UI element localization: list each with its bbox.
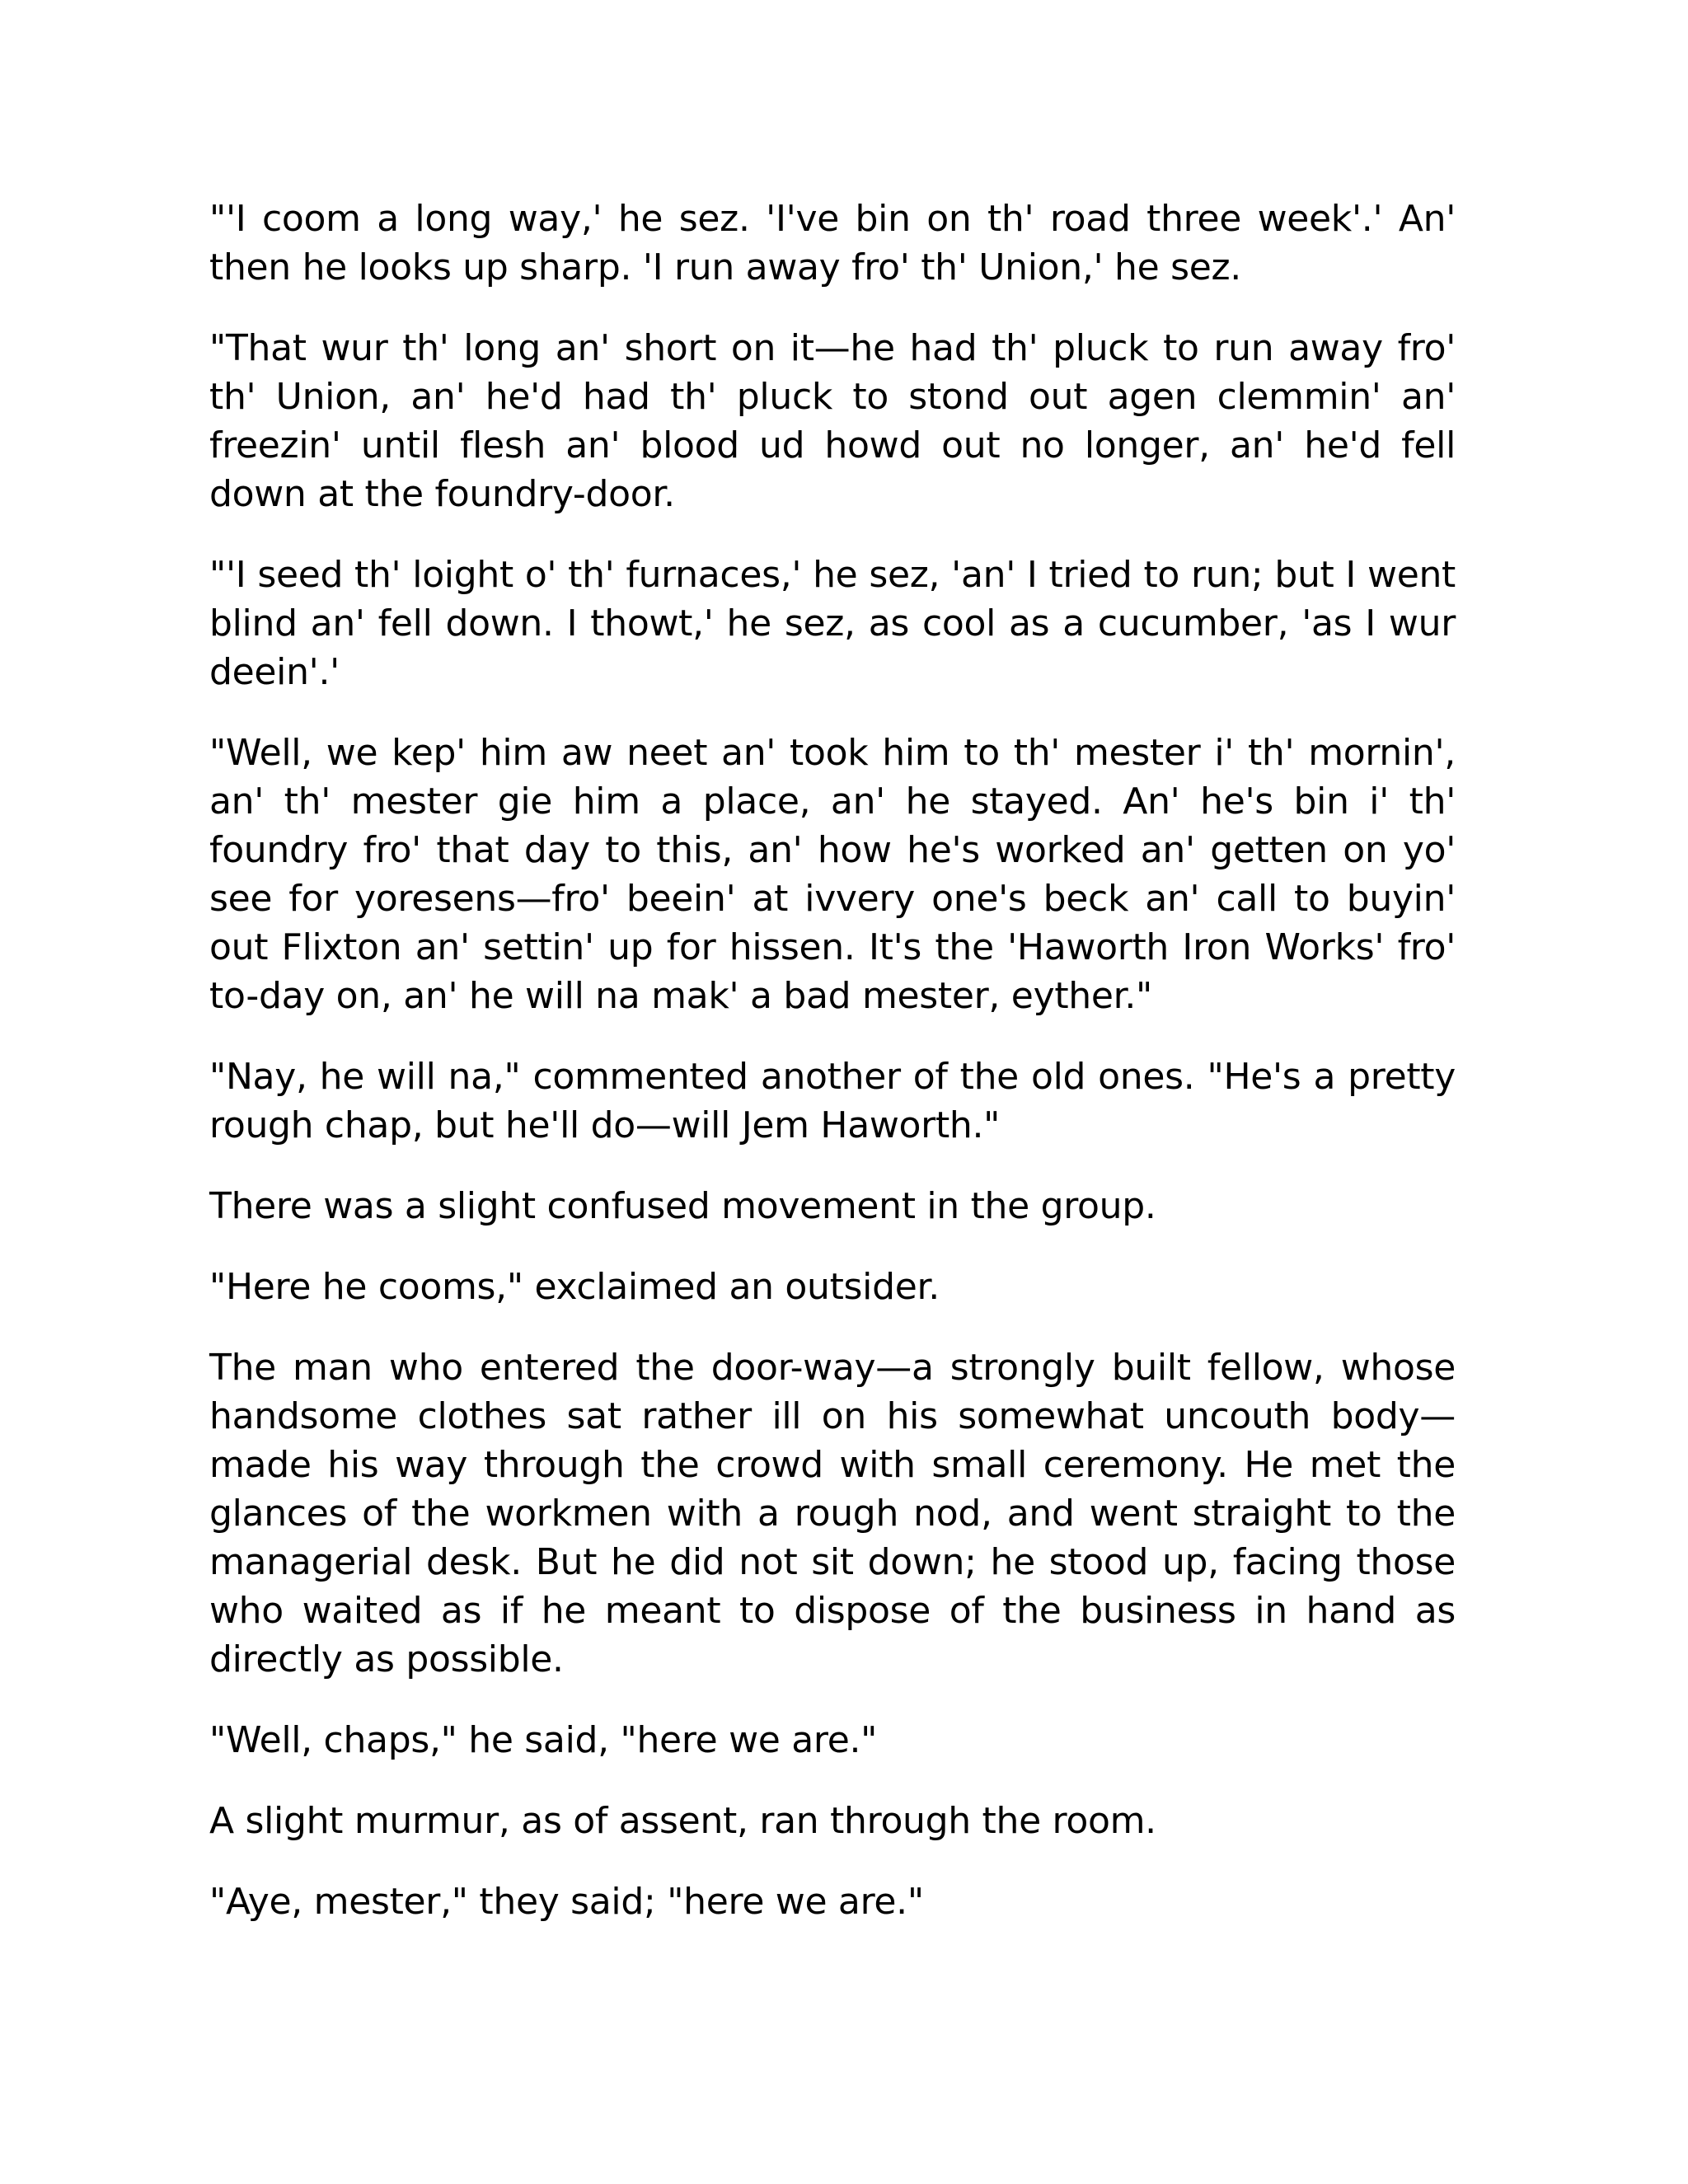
paragraph-5: "Nay, he will na," commented another of the old ones. "He's a pretty rough chap, but he'll do—will Jem Haworth." xyxy=(209,1056,1456,1146)
paragraph-10: A slight murmur, as of assent, ran through the room. xyxy=(209,1800,1156,1842)
paragraph-3: "'I seed th' loight o' th' furnaces,' he sez, 'an' I tried to run; but I went blind an' fell down. I thowt,' he sez, as cool as a cucumber, 'as I wur deein'.' xyxy=(209,554,1456,693)
paragraph-8: The man who entered the door-way—a strongly built fellow, whose handsome clothes sat rather ill on his somewhat uncouth body—made his way through the crowd with small ceremony. He met the glances of the workmen with a rough nod, and went straight to the managerial desk. But he did not sit down; he stood up, facing those who waited as if he meant to dispose of the business in hand as directly as possible. xyxy=(209,1347,1456,1680)
paragraph-7: "Here he cooms," exclaimed an outsider. xyxy=(209,1266,940,1308)
document-page xyxy=(209,194,1456,1958)
paragraph-9: "Well, chaps," he said, "here we are." xyxy=(209,1719,878,1761)
paragraph-6: There was a slight confused movement in the group. xyxy=(209,1185,1156,1227)
paragraph-4: "Well, we kep' him aw neet an' took him to th' mester i' th' mornin', an' th' mester gie him a place, an' he stayed. An' he's bin i' th' foundry fro' that day to this, an' how he's worked an' getten on yo' see for yoresens—fro' beein' at ivvery one's beck an' call to buyin' out Flixton an' settin' up for hissen. It's the 'Haworth Iron Works' fro' to-day on, an' he will na mak' a bad mester, eyther." xyxy=(209,732,1456,1017)
paragraph-1: "'I coom a long way,' he sez. 'I've bin on th' road three week'.' An' then he looks up sharp. 'I run away fro' th' Union,' he sez. xyxy=(209,198,1456,288)
paragraph-11: "Aye, mester," they said; "here we are." xyxy=(209,1881,924,1923)
paragraph-2: "That wur th' long an' short on it—he had th' pluck to run away fro' th' Union, an' he'd had th' pluck to stond out agen clemmin' an' freezin' until flesh an' blood ud howd out no longer, an' he'd fell down at the foundry-door. xyxy=(209,327,1456,515)
